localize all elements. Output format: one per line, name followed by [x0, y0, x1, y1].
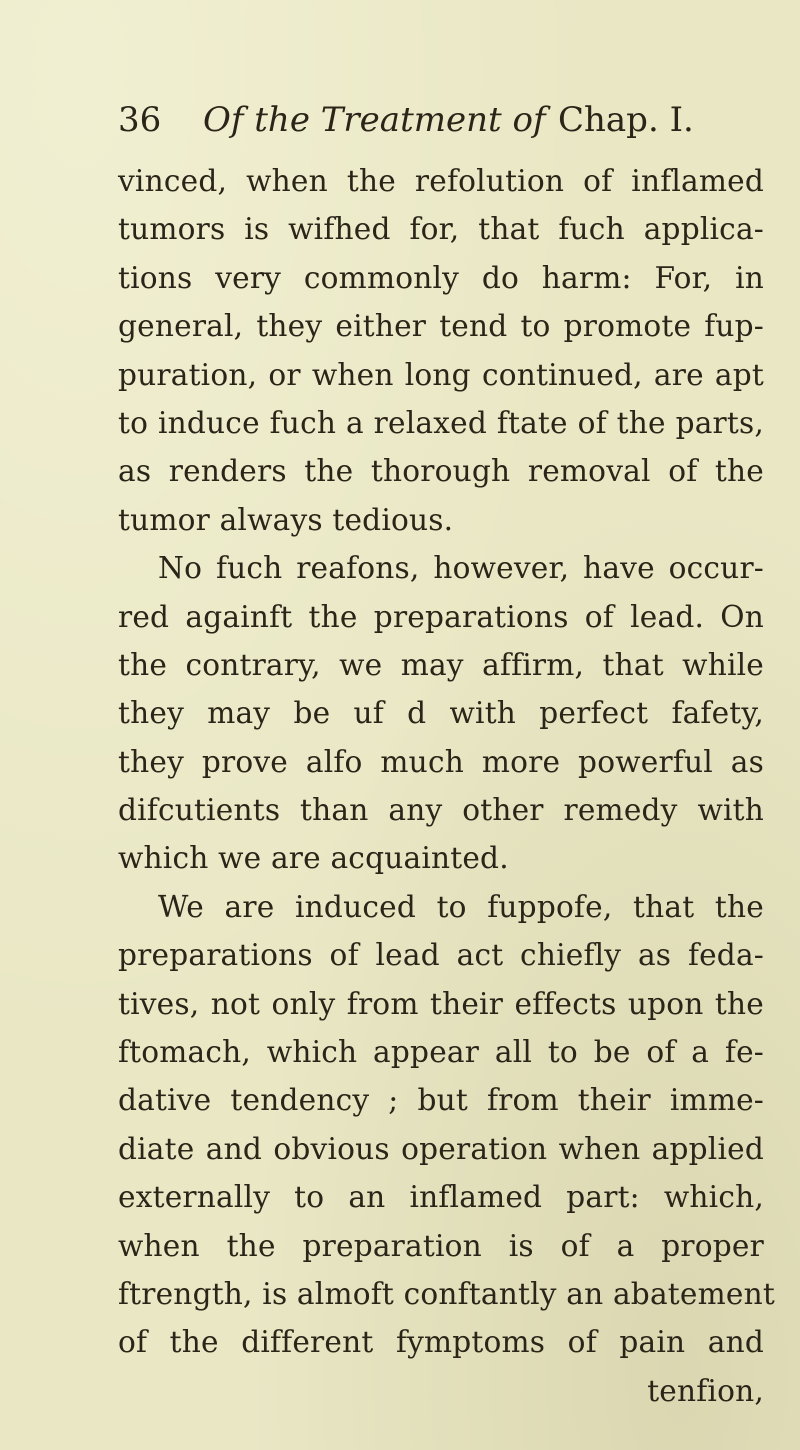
- text-line: general, they either tend to promote fup-: [118, 309, 764, 344]
- text-line: We are induced to fuppofe, that the: [158, 889, 764, 924]
- body-text: [118, 157, 775, 1415]
- text-line: tumors is wifhed for, that fuch applica-: [118, 212, 764, 247]
- text-line: tions very commonly do harm: For, in: [118, 260, 764, 295]
- text-line: vinced, when the refolution of inflamed: [118, 164, 764, 198]
- running-title: Of the Treatment of: [203, 100, 546, 140]
- text-line: externally to an inflamed part: which,: [118, 1180, 764, 1215]
- text-line: they may be uf d with perfect fafety,: [118, 696, 764, 731]
- text-line: No fuch reafons, however, have occur-: [158, 551, 764, 586]
- text-line: dative tendency ; but from their imme-: [118, 1083, 764, 1118]
- text-line: diate and obvious operation when applied: [118, 1131, 764, 1166]
- page-number: 36: [118, 100, 162, 140]
- text-line: tumor always tedious.: [118, 502, 454, 537]
- text-line: of the different fymptoms of pain and: [118, 1325, 764, 1360]
- text-line: puration, or when long continued, are apt: [118, 357, 764, 392]
- text-line: the contrary, we may affirm, that while: [118, 647, 764, 682]
- chapter-label: Chap. I.: [558, 100, 694, 140]
- running-head: [118, 95, 768, 145]
- text-line: tives, not only from their effects upon the: [118, 986, 764, 1021]
- text-line: which we are acquainted.: [118, 841, 509, 876]
- text-line: as renders the thorough removal of the: [118, 454, 764, 489]
- catchword: tenfion,: [647, 1373, 764, 1408]
- text-line: to induce fuch a relaxed ftate of the parts,: [118, 405, 764, 440]
- text-line: preparations of lead act chiefly as feda-: [118, 938, 764, 973]
- text-line: when the preparation is of a proper: [118, 1228, 764, 1263]
- text-line: ftrength, is almoft conftantly an abatement: [118, 1276, 775, 1311]
- text-line: red againft the preparations of lead. On: [118, 599, 764, 634]
- text-line: difcutients than any other remedy with: [118, 793, 764, 828]
- text-line: ftomach, which appear all to be of a fe-: [118, 1035, 764, 1070]
- text-line: they prove alfo much more powerful as: [118, 744, 764, 779]
